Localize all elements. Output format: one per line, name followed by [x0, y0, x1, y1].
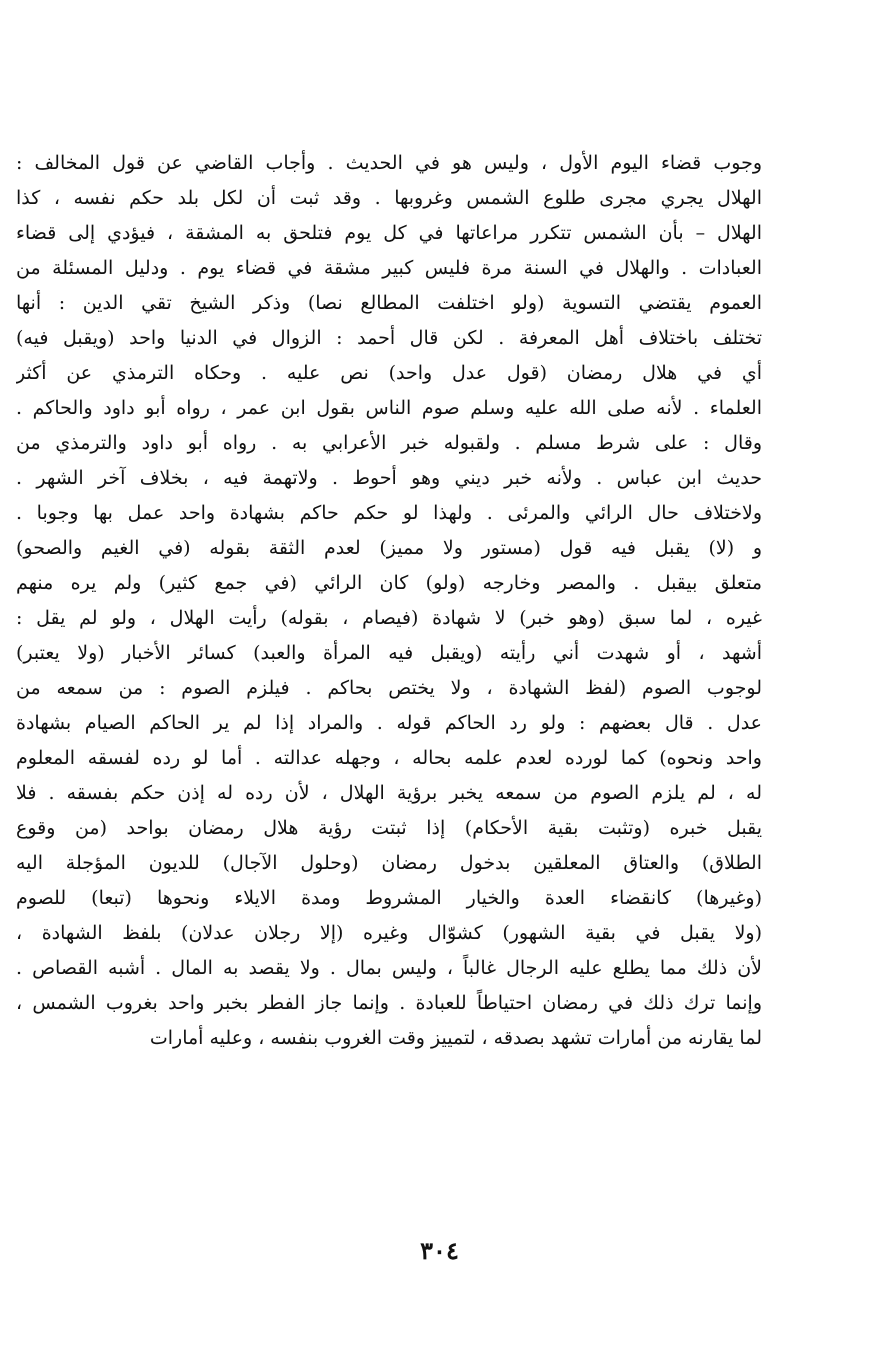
text-line: وإنما ترك ذلك في رمضان احتياطاً للعبادة . وإنما جاز الفطر بخبر واحد بغروب الشمس ، [16, 992, 762, 1014]
text-line: يقبل خبره (وتثبت بقية الأحكام) إذا ثبتت رؤية هلال رمضان بواحد (من وقوع [16, 817, 762, 839]
page-number: ٣٠٤ [420, 1236, 459, 1265]
text-line: الهلال – بأن الشمس تتكرر مراعاتها في كل يوم فتلحق به المشقة ، فيؤدي إلى قضاء [16, 222, 762, 244]
text-line: غيره ، لما سبق (وهو خبر) لا شهادة (فيصام ، بقوله) رأيت الهلال ، ولو لم يقل : [16, 607, 762, 629]
text-line: لوجوب الصوم (لفظ الشهادة ، ولا يختص بحاكم . فيلزم الصوم : من سمعه من [16, 677, 762, 699]
text-line: لما يقارنه من أمارات تشهد بصدقه ، لتمييز وقت الغروب بنفسه ، وعليه أمارات [149, 1027, 762, 1049]
text-line: متعلق بيقبل . والمصر وخارجه (ولو) كان الرائي (في جمع كثير) ولم يره منهم [16, 572, 762, 594]
body-text [16, 146, 762, 1056]
text-line: لأن ذلك مما يطلع عليه الرجال غالباً ، وليس بمال . ولا يقصد به المال . أشبه القصاص . [16, 957, 762, 979]
text-line: عدل . قال بعضهم : ولو رد الحاكم قوله . والمراد إذا لم ير الحاكم الصيام بشهادة [16, 712, 762, 734]
text-line: العبادات . والهلال في السنة مرة فليس كبير مشقة في قضاء يوم . ودليل المسئلة من [16, 257, 762, 279]
text-line: العموم يقتضي التسوية (ولو اختلفت المطالع نصا) وذكر الشيخ تقي الدين : أنها [16, 292, 762, 314]
text-line: وجوب قضاء اليوم الأول ، وليس هو في الحديث . وأجاب القاضي عن قول المخالف : [16, 152, 762, 174]
text-line: وقال : على شرط مسلم . ولقبوله خبر الأعرابي به . رواه أبو داود والترمذي من [16, 432, 762, 454]
text-line: له ، لم يلزم الصوم من سمعه يخبر برؤية الهلال ، لأن رده له إذن حكم بفسقه . فلا [16, 782, 762, 804]
text-line: أشهد ، أو شهدت أني رأيته (ويقبل فيه المرأة والعبد) كسائر الأخبار (ولا يعتبر) [16, 642, 762, 664]
text-line: (وغيرها) كانقضاء العدة والخيار المشروط ومدة الايلاء ونحوها (تبعا) للصوم [16, 887, 762, 909]
text-line: الطلاق) والعتاق المعلقين بدخول رمضان (وحلول الآجال) للديون المؤجلة اليه [16, 852, 762, 874]
text-line: تختلف باختلاف أهل المعرفة . لكن قال أحمد : الزوال في الدنيا واحد (ويقبل فيه) [16, 327, 762, 349]
text-line: حديث ابن عباس . ولأنه خبر ديني وهو أحوط . ولاتهمة فيه ، بخلاف آخر الشهر . [16, 467, 762, 489]
text-line: العلماء . لأنه صلى الله عليه وسلم صوم الناس بقول ابن عمر ، رواه أبو داود والحاكم . [16, 397, 762, 419]
text-line: ولاختلاف حال الرائي والمرئى . ولهذا لو حكم حاكم بشهادة واحد عمل بها وجوبا . [16, 502, 762, 524]
text-line: و (لا) يقبل فيه قول (مستور ولا مميز) لعدم الثقة بقوله (في الغيم والصحو) [16, 537, 762, 559]
text-line: الهلال يجري مجرى طلوع الشمس وغروبها . وقد ثبت أن لكل بلد حكم نفسه ، كذا [16, 187, 762, 209]
text-line: واحد ونحوه) كما لورده لعدم علمه بحاله ، وجهله عدالته . أما لو رده لفسقه المعلوم [16, 747, 762, 769]
text-line: (ولا يقبل في بقية الشهور) كشوّال وغيره (إلا رجلان عدلان) بلفظ الشهادة ، [16, 922, 762, 944]
text-line: أي في هلال رمضان (قول عدل واحد) نص عليه . وحكاه الترمذي عن أكثر [16, 362, 762, 384]
